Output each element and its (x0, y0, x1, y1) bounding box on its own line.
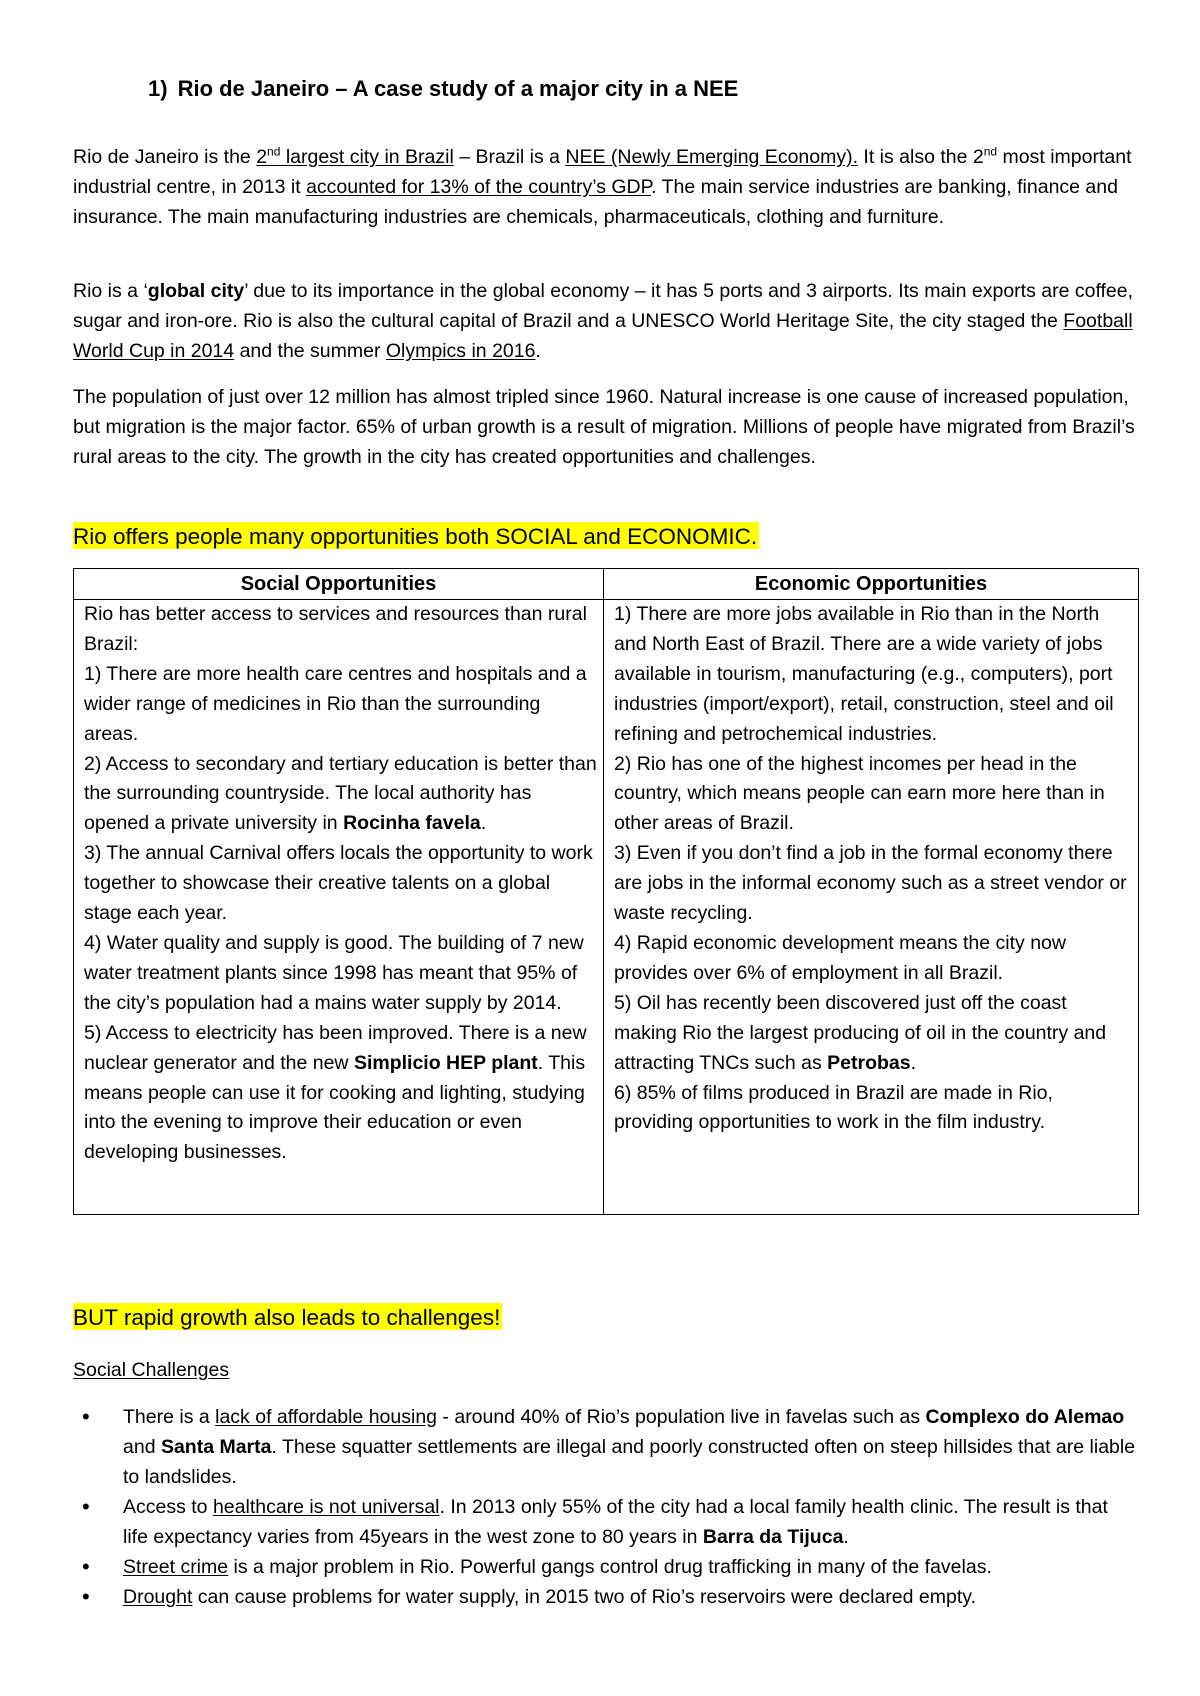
bullet-icon: • (82, 1404, 90, 1429)
economic-opportunities-cell (604, 600, 1139, 1215)
social-point-4: 4) Water quality and supply is good. The building of 7 new water treatment plants since 1998 has meant that 95% of the city’s population had a mains water supply by 2014. (84, 931, 584, 1014)
text-run: . In 2013 only 55% of the city had a local family health clinic. The result is that life expectancy varies from 45years in the west zone to 80 years in (123, 1496, 1108, 1548)
bold-phrase-santa-marta: Santa Marta (160, 1436, 272, 1458)
text-run: It is also the 2 (858, 146, 984, 168)
social-intro: Rio has better access to services and resources than rural Brazil: (84, 603, 587, 655)
bold-phrase-complexo: Complexo do Alemao (925, 1406, 1125, 1428)
economic-point-4: 4) Rapid economic development means the city now provides over 6% of employment in all Brazil. (614, 931, 1066, 984)
social-point-3: 3) The annual Carnival offers locals the opportunity to work together to showcase their creative talents on a global stage each year. (84, 842, 593, 925)
underlined-phrase-nee: NEE (Newly Emerging Economy). (565, 146, 859, 168)
social-point-1: 1) There are more health care centres and hospitals and a wider range of medicines in Rio than the surrounding areas. (84, 662, 587, 745)
bullet-icon: • (82, 1494, 90, 1519)
text-run: . These squatter settlements are illegal and poorly constructed often on steep hillsides that are liable to landslides. (123, 1436, 1136, 1488)
underlined-phrase-gdp: accounted for 13% of the country’s GDP (306, 176, 652, 198)
highlighted-text: BUT rapid growth also leads to challenges! (73, 1305, 501, 1330)
economic-point-5 (614, 989, 1128, 1079)
intro-paragraph-3: The population of just over 12 million has almost tripled since 1960. Natural increase is one cause of increased population, but migration is the major factor. 65% of urban growth is a result of migration. Millions of people have migrated from Brazil’s rural areas to the city. The growth in the city has created opportunities and challenges. (73, 386, 1135, 468)
underlined-phrase-street-crime: Street crime (123, 1556, 229, 1578)
economic-point-2: 2) Rio has one of the highest incomes per head in the country, which means people can earn more here than in other areas of Brazil. (614, 752, 1105, 835)
column-header-social: Social Opportunities (74, 569, 604, 600)
challenges-heading (73, 1300, 502, 1336)
table-header-row (74, 569, 1139, 600)
economic-point-1: 1) There are more jobs available in Rio than in the North and North East of Brazil. There are a wide variety of jobs available in tourism, manufacturing (e.g., computers), port industries (import/export), retail, construction, steel and oil refining and petrochemical industries. (614, 603, 1114, 745)
superscript: nd (983, 144, 998, 159)
table-row (74, 600, 1139, 1215)
text-run: . The main service industries are banking, finance and insurance. The main manufacturing industries are chemicals, pharmaceuticals, clothing and furniture. (73, 176, 1118, 228)
social-challenges-heading (73, 1355, 229, 1385)
social-opportunities-cell (74, 600, 604, 1215)
opportunities-table (73, 568, 1139, 1215)
heading-text: Rio de Janeiro – A case study of a major city in a NEE (177, 76, 739, 101)
text-run: and the summer (234, 340, 386, 362)
bold-phrase-rocinha: Rocinha favela (343, 812, 481, 835)
text-run: 2 (256, 146, 268, 168)
bold-phrase-global-city: global city (147, 280, 245, 302)
text-run: . This means people can use it for cooking and lighting, studying into the evening to improve their education or even developing businesses. (84, 1051, 586, 1164)
text-run: and (123, 1436, 161, 1458)
bold-phrase-simplicio: Simplicio HEP plant (353, 1051, 538, 1074)
text-run: Rio is a ‘ (73, 280, 148, 302)
economic-point-3: 3) Even if you don’t find a job in the formal economy there are jobs in the informal economy such as a street vendor or waste recycling. (614, 842, 1127, 925)
text-run: Access to (123, 1496, 213, 1518)
opportunities-heading (73, 519, 759, 555)
text-run: . (910, 1051, 917, 1074)
bullet-icon: • (82, 1554, 90, 1579)
text-run: is a major problem in Rio. Powerful gangs control drug trafficking in many of the favelas. (228, 1556, 992, 1578)
social-point-5 (84, 1019, 597, 1169)
text-run: . (535, 340, 541, 362)
bullet-icon: • (82, 1584, 90, 1609)
text-run: 5) Access to electricity has been improved. There is a new nuclear generator and the new (84, 1021, 587, 1074)
superscript: nd (267, 144, 281, 159)
underlined-phrase-drought: Drought (123, 1586, 193, 1608)
text-run: largest city in Brazil (280, 146, 454, 168)
text-run: 5) Oil has recently been discovered just off the coast making Rio the largest producing of oil in the country and attracting TNCs such as (614, 991, 1107, 1074)
intro-paragraph-2 (73, 276, 1138, 366)
text-run: There is a (123, 1406, 216, 1428)
list-item (73, 1402, 1138, 1492)
text-run: . (843, 1526, 849, 1548)
list-item (73, 1492, 1138, 1552)
bold-phrase-barra: Barra da Tijuca (702, 1526, 844, 1548)
underlined-phrase-world-cup: Football World Cup in 2014 (73, 310, 1133, 362)
list-item (73, 1552, 1138, 1582)
text-run: ’ due to its importance in the global economy – it has 5 ports and 3 airports. Its main exports are coffee, sugar and iron-ore. Rio is also the cultural capital of Brazil and a UNESCO World Heritage Site, the city staged the (73, 280, 1134, 332)
text-run: 2) Access to secondary and tertiary education is better than the surrounding countryside. The local authority has opened a private university in (84, 752, 597, 835)
text-run: can cause problems for water supply, in 2015 two of Rio’s reservoirs were declared empty. (192, 1586, 976, 1608)
underlined-phrase-housing: lack of affordable housing (215, 1406, 438, 1428)
list-item (73, 1582, 1138, 1612)
economic-point-6: 6) 85% of films produced in Brazil are made in Rio, providing opportunities to work in the film industry. (614, 1081, 1053, 1134)
page-title (148, 76, 738, 102)
column-header-economic: Economic Opportunities (604, 569, 1139, 600)
social-point-2 (84, 750, 597, 840)
underlined-phrase-largest-city (256, 146, 454, 168)
intro-paragraph-1 (73, 142, 1138, 232)
bold-phrase-petrobas: Petrobas (827, 1051, 911, 1074)
text-run: – Brazil is a (453, 146, 566, 168)
heading-number: 1) (148, 76, 168, 101)
text-run: - around 40% of Rio’s population live in favelas such as (437, 1406, 926, 1428)
text-run: Rio de Janeiro is the (73, 146, 257, 168)
text-run: . (480, 812, 487, 835)
underlined-phrase-healthcare: healthcare is not universal (212, 1496, 440, 1518)
underlined-phrase-olympics: Olympics in 2016 (385, 340, 536, 362)
text-run: most important industrial centre, in 2013 it (73, 146, 1132, 198)
underlined-heading: Social Challenges (73, 1359, 230, 1381)
social-challenges-list (73, 1402, 1138, 1612)
highlighted-text: Rio offers people many opportunities both SOCIAL and ECONOMIC. (73, 524, 758, 549)
